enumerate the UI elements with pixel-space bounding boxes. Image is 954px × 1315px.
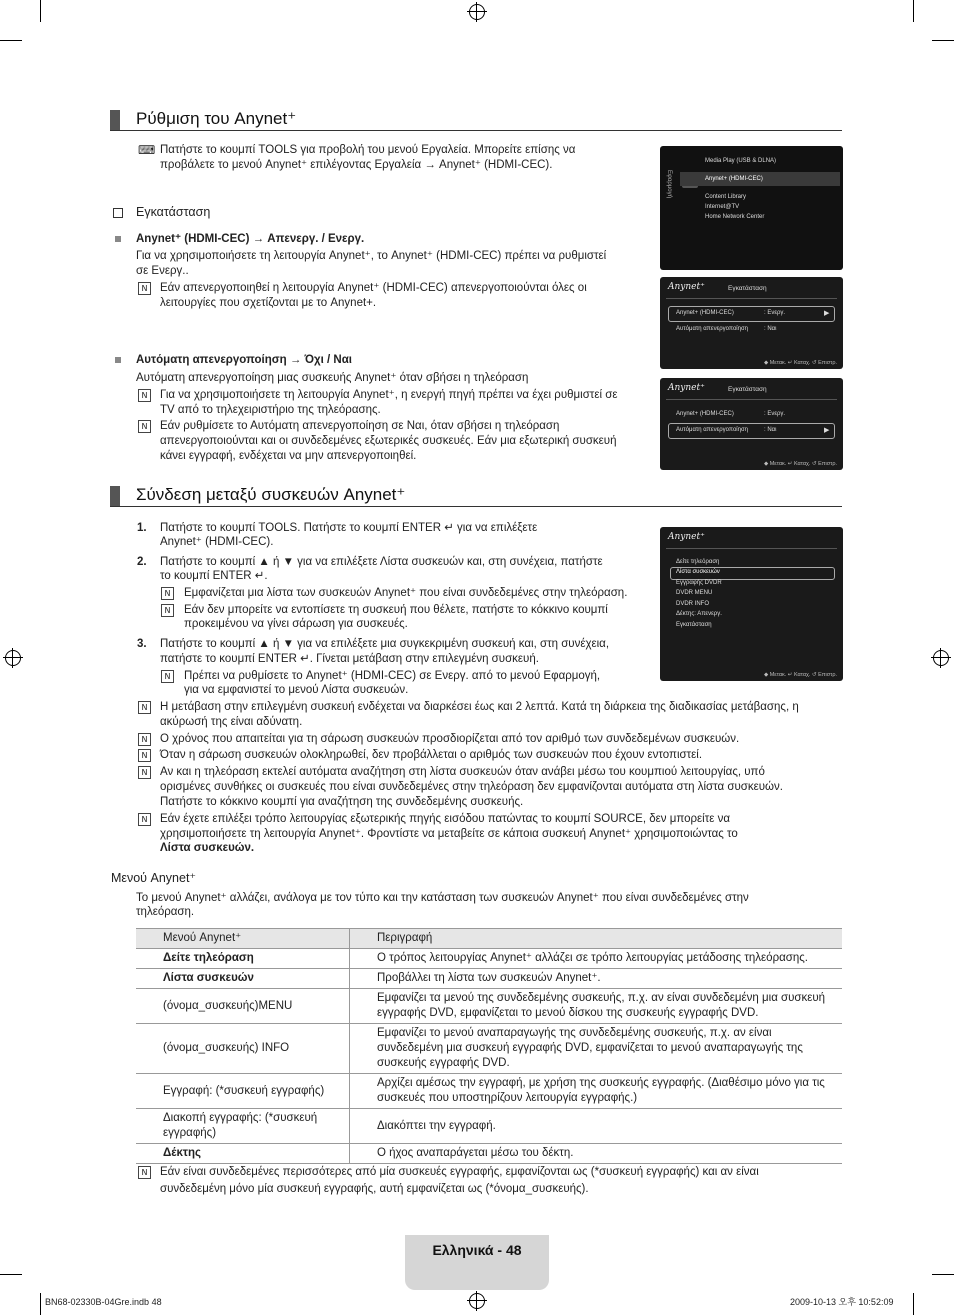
anynet-logo: Anynet⁺ <box>668 383 705 393</box>
note-text: Για να χρησιμοποιήσετε τη λειτουργία Anynet⁺, η ενεργή πηγή πρέπει να έχει ρυθμιστεί σε <box>160 389 618 401</box>
step-text: Πατήστε το κουμπί ▲ ή ▼ για να επιλέξετε μια συγκεκριμένη συσκευή και, στη συνέχεια, <box>160 638 610 650</box>
page-number-tab <box>405 1235 549 1290</box>
table-row <box>136 949 842 969</box>
table-cell: Αρχίζει αμέσως την εγγραφή, με χρήση της συσκευής εγγραφής. (Διαθέσιμο μόνο για τις συσκευές που υποστηρίζουν λειτουργία εγγραφής.) <box>350 1074 843 1109</box>
note-icon: N <box>138 282 151 295</box>
item-heading: Αυτόματη απενεργοποίηση → Όχι / Ναι <box>136 354 352 366</box>
note-text: χρησιμοποιήσετε τη λειτουργία Anynet⁺. Φροντίστε να μεταβείτε σε κάποια συσκευή Anynet⁺ χρησιμοποιώντας το <box>160 828 738 840</box>
table-row <box>136 989 842 1024</box>
anynet-logo: Anynet⁺ <box>668 282 705 292</box>
intro-text: Πατήστε το κουμπί TOOLS για προβολή του μενού Εργαλεία. Μπορείτε επίσης να <box>160 144 576 156</box>
date-info: 2009-10-13 오후 10:52:09 <box>790 1297 894 1307</box>
section-bar <box>110 110 120 130</box>
note-text: Εάν δεν μπορείτε να εντοπίσετε τη συσκευή που θέλετε, πατήστε το κόκκινο κουμπί <box>184 604 608 616</box>
section-title-anynet-connection <box>110 486 842 507</box>
table-cell: (όνομα_συσκευής) INFO <box>136 1024 350 1074</box>
setup-heading: Εγκατάσταση <box>136 205 211 219</box>
side-label: Εφαρμογή <box>666 170 672 198</box>
osd-item: Εγκατάσταση <box>676 622 712 628</box>
registration-mark-icon <box>5 650 21 666</box>
crop-mark <box>40 1293 41 1315</box>
osd-item: DVDR INFO <box>676 601 709 607</box>
osd-footer: ◆ Μετακ. ↵ Καταχ. ↺ Επιστρ. <box>763 672 837 678</box>
note-text: συνδεδεμένη μόνο μία συσκευή εγγραφής, αυτή εμφανίζεται ως (*όνομα_συσκευής). <box>160 1183 589 1195</box>
note-text: Πατήστε το κόκκινο κουμπί για αναζήτηση της συνδεδεμένης συσκευής. <box>160 796 524 808</box>
table-header-row <box>136 929 842 949</box>
table-cell: Διακοπή εγγραφής: (*συσκευή εγγραφής) <box>136 1109 350 1144</box>
osd-item: Δέκτης: Απενεργ. <box>676 611 722 617</box>
crop-mark <box>0 1274 22 1275</box>
note-text: Η μετάβαση στην επιλεγμένη συσκευή ενδέχεται να διαρκέσει έως και 2 λεπτά. Κατά τη διάρκεια της διαδικασίας μετάβασης, η <box>160 701 799 713</box>
crop-mark <box>932 1274 954 1275</box>
osd-item-selected: Λίστα συσκευών <box>676 569 720 575</box>
table-cell: (όνομα_συσκευής)MENU <box>136 989 350 1024</box>
step-text: πατήστε το κουμπί ENTER ↵. Γίνεται μετάβαση στην επιλεγμένη συσκευή. <box>160 653 539 665</box>
section-title-anynet-setup <box>110 110 842 131</box>
registration-mark-icon <box>469 1293 485 1309</box>
menu-intro: τηλεόραση. <box>136 906 195 918</box>
crop-mark <box>913 1293 914 1315</box>
item-text: Για να χρησιμοποιήσετε τη λειτουργία Anynet⁺, το Anynet⁺ (HDMI-CEC) πρέπει να ρυθμιστεί <box>136 250 607 262</box>
note-text: λειτουργίες που σχετίζονται με το Anynet+. <box>160 297 377 309</box>
osd-row-value: : Ναι <box>764 427 777 433</box>
note-text: για να εμφανιστεί το μενού Λίστα συσκευών. <box>184 684 409 696</box>
table-cell: Λίστα συσκευών <box>136 969 350 989</box>
item-text: σε Ενεργ.. <box>136 265 189 277</box>
osd-row-value: : Ναι <box>764 326 777 332</box>
osd-item: Εγγραφής DVDR <box>676 580 722 586</box>
step-text: Πατήστε το κουμπί TOOLS. Πατήστε το κουμπί ENTER ↵ για να επιλέξετε <box>160 522 538 534</box>
note-icon: N <box>161 670 174 683</box>
registration-mark-icon <box>933 650 949 666</box>
note-icon: N <box>138 389 151 402</box>
osd-row-value: : Ενεργ. <box>764 411 786 417</box>
menu-item-selected: Anynet+ (HDMI-CEC) <box>705 176 763 182</box>
page-number: Ελληνικά - 48 <box>432 1242 522 1258</box>
note-text: Εμφανίζεται μια λίστα των συσκευών Anynet⁺ που είναι συνδεδεμένες στην τηλεόραση. <box>184 587 628 599</box>
note-icon: N <box>161 604 174 617</box>
crop-mark <box>913 0 914 22</box>
note-icon: N <box>138 1166 151 1179</box>
item-text: Αυτόματη απενεργοποίηση μιας συσκευής Anynet⁺ όταν σβήσει η τηλεόραση <box>136 372 529 384</box>
section-bar <box>110 486 120 506</box>
osd-row-label: Anynet+ (HDMI-CEC) <box>676 310 734 316</box>
osd-row-label: Αυτόματη απενεργοποίηση <box>676 326 749 332</box>
table-header-cell: Μενού Anynet⁺ <box>136 929 350 949</box>
step-text: Πατήστε το κουμπί ▲ ή ▼ για να επιλέξετε Λίστα συσκευών και, στη συνέχεια, πατήστε <box>160 556 603 568</box>
table-cell: Προβάλλει τη λίστα των συσκευών Anynet⁺. <box>350 969 843 989</box>
note-icon: N <box>138 766 151 779</box>
osd-item: DVDR MENU <box>676 590 713 596</box>
table-cell: Ο τρόπος λειτουργίας Anynet⁺ αλλάζει σε τρόπο λειτουργίας μετάδοσης τηλεόρασης. <box>350 949 843 969</box>
anynet-logo: Anynet⁺ <box>668 532 705 542</box>
checkbox-bullet-icon <box>113 208 123 218</box>
registration-mark-icon <box>469 4 485 20</box>
note-text: ορισμένες συνθήκες οι συσκευές που είναι συνδεδεμένες στην τηλεόραση δεν εμφανίζονται αυτόματα στη λίστα συσκευών. <box>160 781 783 793</box>
table-row <box>136 1109 842 1144</box>
anynet-menu-table <box>136 928 842 1164</box>
osd-title: Εγκατάσταση <box>728 386 767 393</box>
note-text: Εάν είναι συνδεδεμένες περισσότερες από μία συσκευές εγγραφής, εμφανίζονται ως (*συσκευή εγγραφής) και αν είναι <box>160 1166 759 1178</box>
menu-item: Media Play (USB & DLNA) <box>705 158 777 164</box>
osd-footer: ◆ Μετακ. ↵ Καταχ. ↺ Επιστρ. <box>763 461 837 467</box>
square-bullet-icon <box>115 357 121 363</box>
osd-footer: ◆ Μετακ. ↵ Καταχ. ↺ Επιστρ. <box>763 360 837 366</box>
note-icon: N <box>138 749 151 762</box>
note-text: TV από το τηλεχειριστήριο της τηλεόρασης. <box>160 404 381 416</box>
menu-intro: Το μενού Anynet⁺ αλλάζει, ανάλογα με τον τύπο και την κατάσταση των συσκευών Anynet⁺ που είναι συνδεδεμένες στην <box>136 892 749 904</box>
table-row <box>136 1144 842 1164</box>
note-text: Λίστα συσκευών. <box>160 842 255 854</box>
note-text: ακύρωσή της είναι αδύνατη. <box>160 716 303 728</box>
note-icon: N <box>161 587 174 600</box>
intro-text: προβάλετε το μενού Anynet⁺ επιλέγοντας Εργαλεία → Anynet⁺ (HDMI-CEC). <box>160 159 553 171</box>
step-text: Anynet⁺ (HDMI-CEC). <box>160 536 274 548</box>
section-title-text: Σύνδεση μεταξύ συσκευών Anynet⁺ <box>136 485 406 504</box>
note-icon: N <box>138 420 151 433</box>
square-bullet-icon <box>115 236 121 242</box>
section-title-text: Ρύθμιση του Anynet⁺ <box>136 109 297 128</box>
step-number: 2. <box>137 556 147 568</box>
table-header-cell: Περιγραφή <box>350 929 843 949</box>
osd-row-label: Anynet+ (HDMI-CEC) <box>676 411 734 417</box>
table-cell: Ο ήχος αναπαράγεται μέσω του δέκτη. <box>350 1144 843 1164</box>
note-text: Αν και η τηλεόραση εκτελεί αυτόματα αναζήτηση στη λίστα συσκευών όταν ανάβει μέσω του κουμπιού λειτουργίας, υπό <box>160 766 765 778</box>
note-text: κάνει εγγραφή, ενδέχεται να μην απενεργοποιηθεί. <box>160 450 417 462</box>
menu-heading: Μενού Anynet⁺ <box>111 871 197 885</box>
note-text: Ο χρόνος που απαιτείται για τη σάρωση συσκευών προσδιορίζεται από τον αριθμό των συνδεδεμένων συσκευών. <box>160 733 740 745</box>
anynet-setup-screenshot: Anynet⁺ Εγκατάσταση Anynet+ (HDMI-CEC) : Ενεργ. Αυτόματη απενεργοποίηση : Ναι ▶ ◆ Μετακ. ↵ Καταχ. ↺ Επιστρ. <box>660 378 843 470</box>
table-row <box>136 969 842 989</box>
note-text: Εάν απενεργοποιηθεί η λειτουργία Anynet⁺ (HDMI-CEC) απενεργοποιούνται όλες οι <box>160 282 587 294</box>
step-number: 3. <box>137 638 147 650</box>
osd-row-value: : Ενεργ. <box>764 310 786 316</box>
crop-mark <box>932 40 954 41</box>
anynet-setup-screenshot: Anynet⁺ Εγκατάσταση Anynet+ (HDMI-CEC) : Ενεργ. ▶ Αυτόματη απενεργοποίηση : Ναι ◆ Μετακ. ↵ Καταχ. ↺ Επιστρ. <box>660 277 843 369</box>
crop-mark <box>0 40 22 41</box>
note-text: Όταν η σάρωση συσκευών ολοκληρωθεί, δεν προβάλλεται ο αριθμός των συσκευών που έχουν εντοπιστεί. <box>160 749 703 761</box>
osd-item: Δείτε τηλεόραση <box>676 559 720 565</box>
table-cell: Διακόπτει την εγγραφή. <box>350 1109 843 1144</box>
table-row <box>136 1074 842 1109</box>
note-icon: N <box>138 701 151 714</box>
step-text: το κουμπί ENTER ↵. <box>160 570 268 582</box>
tools-icon: ⌨ <box>138 143 156 157</box>
note-icon: N <box>138 733 151 746</box>
crop-mark <box>40 0 41 22</box>
file-info: BN68-02330B-04Gre.indb 48 <box>45 1297 162 1307</box>
menu-item: Home Network Center <box>705 214 765 220</box>
table-cell: Εμφανίζει το μενού αναπαραγωγής της συνδεδεμένης συσκευής, π.χ. αν είναι συνδεδεμένη μια συσκευή εγγραφής DVD, εμφανίζεται το μενού αναπαραγωγής της συσκευής εγγραφής DVD. <box>350 1024 843 1074</box>
osd-row-label: Αυτόματη απενεργοποίηση <box>676 427 749 433</box>
note-text: προκειμένου να γίνει σάρωση για συσκευές. <box>184 618 408 630</box>
note-text: Εάν έχετε επιλέξει τρόπο λειτουργίας εξωτερικής πηγής εισόδου πατώντας το κουμπί SOURCE, δεν μπορείτε να <box>160 813 730 825</box>
osd-title: Εγκατάσταση <box>728 285 767 292</box>
table-cell: Δείτε τηλεόραση <box>136 949 350 969</box>
step-number: 1. <box>137 522 147 534</box>
table-row <box>136 1024 842 1074</box>
table-cell: Δέκτης <box>136 1144 350 1164</box>
table-cell: Εμφανίζει τα μενού της συνδεδεμένης συσκευής, π.χ. αν είναι συνδεδεμένη μια συσκευή εγγραφής DVD, εμφανίζεται το μενού δίσκου της συσκευής εγγραφής DVD. <box>350 989 843 1024</box>
table-cell: Εγγραφή: (*συσκευή εγγραφής) <box>136 1074 350 1109</box>
device-list-screenshot <box>660 527 843 681</box>
menu-item: Content Library <box>705 194 747 200</box>
tv-tools-menu-screenshot <box>660 146 843 270</box>
note-text: απενεργοποιούνται και οι συνδεδεμένες εξωτερικές συσκευές. Εάν μια εξωτερική συσκευή <box>160 435 617 447</box>
note-text: Πρέπει να ρυθμίσετε το Anynet⁺ (HDMI-CEC) σε Ενεργ. από το μενού Εφαρμογή, <box>184 670 601 682</box>
note-text: Εάν ρυθμίσετε το Αυτόματη απενεργοποίηση σε Ναι, όταν σβήσει η τηλεόραση <box>160 420 560 432</box>
menu-item: Internet@TV <box>705 204 740 210</box>
note-icon: N <box>138 813 151 826</box>
item-heading: Anynet⁺ (HDMI-CEC) → Απενεργ. / Ενεργ. <box>136 233 365 245</box>
